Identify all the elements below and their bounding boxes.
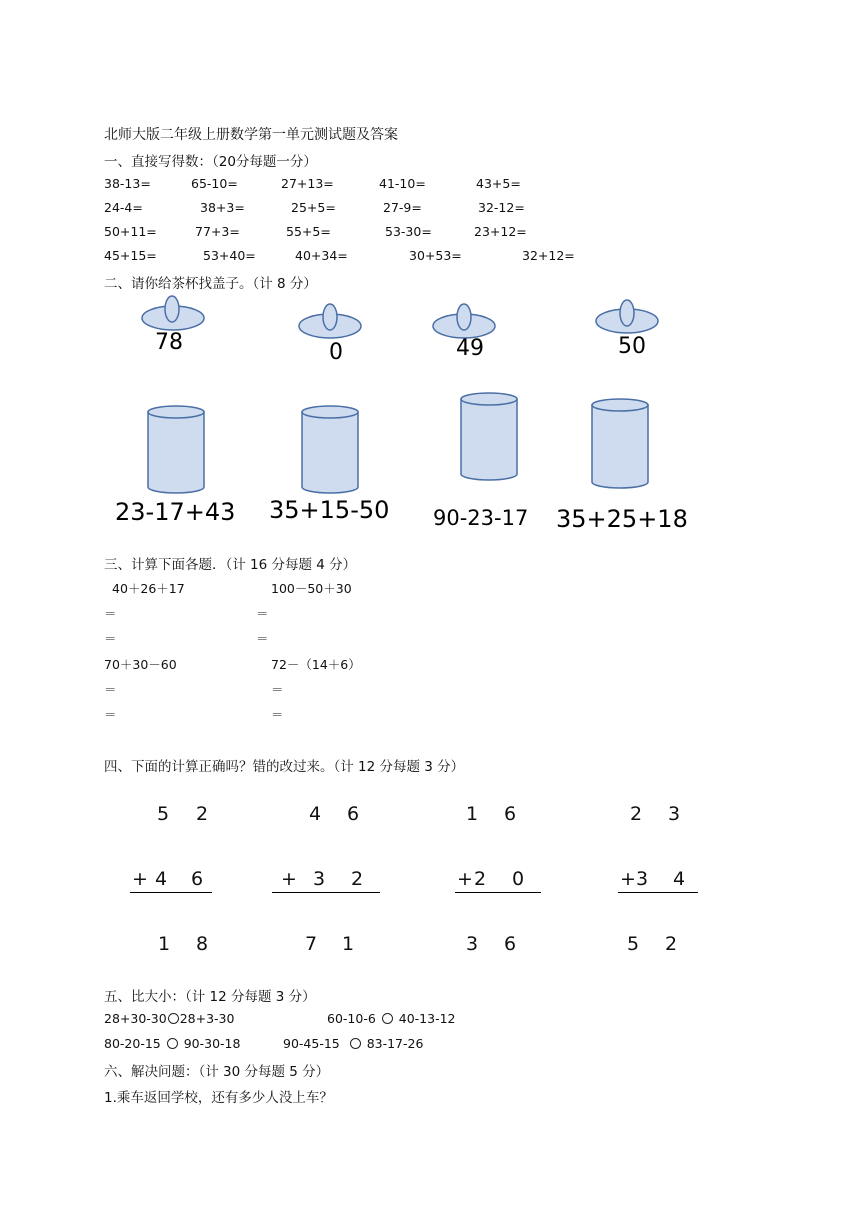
arith-item: 53-30=: [385, 224, 432, 239]
digit: 6: [504, 933, 517, 955]
plus-sign: +: [457, 868, 473, 890]
equals-sign: ＝: [271, 682, 284, 697]
word-problem-1: 1.乘车返回学校，还有多少人没上车？: [104, 1090, 333, 1106]
digit: 1: [342, 933, 355, 955]
compare-circle-icon[interactable]: [382, 1013, 393, 1024]
arith-item: 23+12=: [474, 224, 527, 239]
digit: 1: [466, 803, 479, 825]
cup-icon: [592, 405, 648, 488]
sum-line: [618, 892, 698, 893]
arith-item: 25+5=: [291, 200, 336, 215]
arith-item: 53+40=: [203, 248, 256, 263]
digit: 2: [665, 933, 678, 955]
cup-icon: [148, 412, 204, 493]
digit: 4: [155, 868, 168, 890]
digit: 3: [313, 868, 326, 890]
digit: 6: [347, 803, 360, 825]
digit: 6: [191, 868, 204, 890]
compare-left: 60-10-6: [327, 1011, 376, 1026]
lid-number: 0: [329, 340, 343, 365]
digit: 2: [351, 868, 364, 890]
compare-right: 40-13-12: [398, 1011, 456, 1026]
digit: 3: [668, 803, 681, 825]
compare-right: 28+3-30: [179, 1011, 235, 1026]
section-4-heading: 四、下面的计算正确吗？错的改过来。（计 12 分每题 3 分）: [104, 759, 465, 775]
cup-expression: 90-23-17: [433, 506, 529, 530]
compare-circle-icon[interactable]: [350, 1038, 361, 1049]
arith-item: 32+12=: [522, 248, 575, 263]
arith-item: 40+34=: [295, 248, 348, 263]
arith-item: 24-4=: [104, 200, 143, 215]
cup-icon: [461, 399, 517, 480]
digit: 8: [196, 933, 209, 955]
digit: 3: [466, 933, 479, 955]
equals-sign: ＝: [104, 707, 117, 722]
section-5-heading: 五、比大小：（计 12 分每题 3 分）: [104, 989, 316, 1005]
calc-problem: 40＋26＋17: [112, 581, 185, 596]
arith-item: 77+3=: [195, 224, 240, 239]
compare-left: 80-20-15: [104, 1036, 161, 1051]
arith-item: 38+3=: [200, 200, 245, 215]
digit: 4: [309, 803, 322, 825]
section-3-heading: 三、计算下面各题．（计 16 分每题 4 分）: [104, 557, 357, 573]
compare-item: [104, 1036, 240, 1051]
compare-item: [283, 1036, 423, 1051]
digit: 7: [305, 933, 318, 955]
cup-expression: 35+15-50: [269, 496, 390, 524]
section-2-heading: 二、请你给茶杯找盖子。（计 8 分）: [104, 276, 317, 292]
arith-item: 32-12=: [478, 200, 525, 215]
plus-sign: +: [620, 868, 636, 890]
lid-number: 50: [618, 334, 646, 359]
calc-problem: 72－（14＋6）: [271, 657, 361, 672]
equals-sign: ＝: [256, 606, 269, 621]
compare-item: [327, 1011, 456, 1026]
digit: 5: [627, 933, 640, 955]
compare-circle-icon[interactable]: [168, 1013, 179, 1024]
calc-problem: 70＋30－60: [104, 657, 177, 672]
digit: 2: [474, 868, 487, 890]
cup-expression: 35+25+18: [556, 505, 688, 533]
compare-circle-icon[interactable]: [167, 1038, 178, 1049]
arith-item: 41-10=: [379, 176, 426, 191]
sum-line: [272, 892, 380, 893]
lids-and-cups-graphics: [0, 0, 860, 560]
plus-sign: +: [132, 868, 148, 890]
digit: 4: [673, 868, 686, 890]
arith-item: 38-13=: [104, 176, 151, 191]
cup-icon: [302, 412, 358, 493]
section-6-heading: 六、解决问题：（计 30 分每题 5 分）: [104, 1064, 330, 1080]
arith-item: 43+5=: [476, 176, 521, 191]
compare-item: [104, 1011, 234, 1026]
digit: 5: [157, 803, 170, 825]
sum-line: [130, 892, 212, 893]
equals-sign: ＝: [104, 682, 117, 697]
equals-sign: ＝: [256, 631, 269, 646]
cup-expression: 23-17+43: [115, 498, 236, 526]
equals-sign: ＝: [104, 606, 117, 621]
digit: 3: [636, 868, 649, 890]
digit: 0: [512, 868, 525, 890]
digit: 2: [630, 803, 643, 825]
lid-number: 49: [456, 336, 484, 361]
compare-left: 28+30-30: [104, 1011, 167, 1026]
equals-sign: ＝: [271, 707, 284, 722]
lid-number: 78: [155, 330, 183, 355]
digit: 1: [158, 933, 171, 955]
compare-left: 90-45-15: [283, 1036, 340, 1051]
arith-item: 55+5=: [286, 224, 331, 239]
arith-item: 27+13=: [281, 176, 334, 191]
digit: 6: [504, 803, 517, 825]
arith-item: 65-10=: [191, 176, 238, 191]
plus-sign: +: [281, 868, 297, 890]
document-title: 北师大版二年级上册数学第一单元测试题及答案: [104, 127, 398, 143]
arith-item: 45+15=: [104, 248, 157, 263]
arith-item: 30+53=: [409, 248, 462, 263]
compare-right: 83-17-26: [366, 1036, 424, 1051]
compare-right: 90-30-18: [183, 1036, 241, 1051]
section-1-heading: 一、直接写得数：（20分每题一分）: [104, 154, 317, 170]
arith-item: 50+11=: [104, 224, 157, 239]
sum-line: [455, 892, 541, 893]
digit: 2: [196, 803, 209, 825]
calc-problem: 100－50＋30: [271, 581, 352, 596]
arith-item: 27-9=: [383, 200, 422, 215]
equals-sign: ＝: [104, 631, 117, 646]
